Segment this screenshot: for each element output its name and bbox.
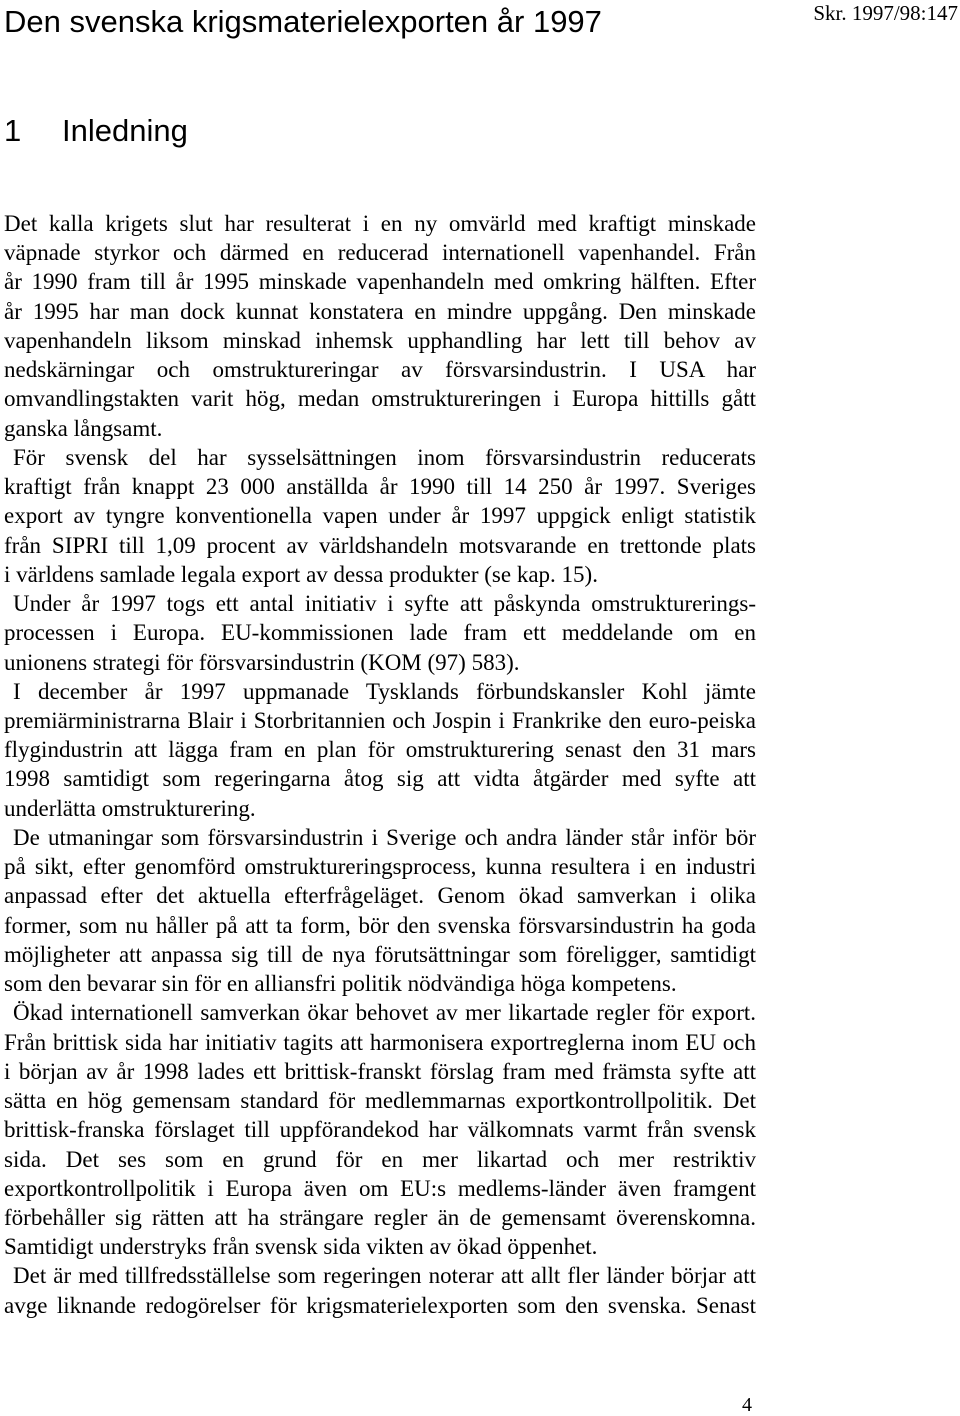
text-line: nedskärningar och omstruktureringar av försvarsindustrin. I USA har <box>4 357 756 383</box>
text-line: år 1995 har man dock kunnat konstatera en mindre uppgång. Den minskade <box>4 298 756 324</box>
document-title: Den svenska krigsmaterielexporten år 1997 <box>4 4 602 39</box>
paragraph <box>4 998 756 1261</box>
text-line: 1998 samtidigt som regeringarna åtog sig att vidta åtgärder med syfte att <box>4 766 756 792</box>
text-line: former, som nu håller på att ta form, bör den svenska försvarsindustrin ha goda <box>4 912 756 938</box>
text-line: unionens strategi för försvarsindustrin (KOM (97) 583). <box>4 649 520 675</box>
paragraph <box>4 823 756 998</box>
text-line: Från brittisk sida har initiativ tagits att harmonisera exportreglerna inom EU och <box>4 1029 756 1055</box>
text-line: För svensk del har sysselsättningen inom försvarsindustrin reducerats <box>13 444 756 470</box>
paragraph <box>4 1261 756 1319</box>
text-line: omvandlingstakten varit hög, medan omstruktureringen i Europa hittills gått <box>4 386 756 412</box>
text-line: Det kalla krigets slut har resulterat i en ny omvärld med kraftigt minskade <box>4 211 756 236</box>
paragraph <box>4 677 756 823</box>
paragraph <box>4 589 756 677</box>
paragraph <box>4 443 756 589</box>
text-line: kraftigt från knappt 23 000 anställda år 1990 till 14 250 år 1997. Sveriges <box>4 474 756 500</box>
text-line: I december år 1997 uppmanade Tysklands förbundskansler Kohl jämte <box>13 678 756 704</box>
text-line: De utmaningar som försvarsindustrin i Sverige och andra länder står inför bör <box>13 824 756 850</box>
text-line: flygindustrin att lägga fram en plan för omstrukturering senast den 31 mars <box>4 737 756 763</box>
text-line: vapenhandeln liksom minskad inhemsk upphandling har lett till behov av <box>4 327 756 353</box>
text-line: i början av år 1998 lades ett brittisk-franskt förslag fram med främsta syfte att <box>4 1058 756 1084</box>
text-line: Det är med tillfredsställelse som regeringen noterar att allt fler länder börjar att <box>13 1263 756 1289</box>
text-line: väpnade styrkor och därmed en reducerad internationell vapenhandel. Från <box>4 240 756 266</box>
text-line: underlätta omstrukturering. <box>4 795 256 821</box>
section-number: 1 <box>4 113 22 148</box>
text-line: avge liknande redogörelser för krigsmaterielexporten som den svenska. Senast <box>4 1292 756 1318</box>
text-line: Samtidigt understryks från svensk sida vikten av ökad öppenhet. <box>4 1234 598 1260</box>
section-title: Inledning <box>62 113 188 148</box>
text-line: export av tyngre konventionella vapen under år 1997 uppgick enligt statistik <box>4 503 756 529</box>
text-line: på sikt, efter genomförd omstruktureringsprocess, kunna resultera i en industri <box>4 854 756 880</box>
text-line: premiärministrarna Blair i Storbritannien och Jospin i Frankrike den euro-peiska <box>4 707 756 733</box>
text-line: som den bevarar sin för en alliansfri politik nödvändiga höga kompetens. <box>4 971 677 997</box>
text-line: ganska långsamt. <box>4 415 163 441</box>
text-line: möjligheter att anpassa sig till de nya förutsättningar som föreligger, samtidigt <box>4 941 756 967</box>
section-heading <box>0 113 960 149</box>
text-line: Under år 1997 togs ett antal initiativ i syfte att påskynda omstrukturerings- <box>13 591 756 617</box>
paragraph <box>4 209 756 443</box>
body-text <box>4 209 756 1320</box>
text-line: anpassad efter det aktuella efterfrågeläget. Genom ökad samverkan i olika <box>4 883 756 909</box>
document-reference: Skr. 1997/98:147 <box>813 1 958 25</box>
text-line: brittisk-franska förslaget till uppförandekod har välkomnats varmt från svensk <box>4 1117 756 1143</box>
text-line: exportkontrollpolitik i Europa även om EU:s medlems-länder även framgent <box>4 1175 756 1201</box>
text-line: sätta en hög gemensam standard för medlemmarnas exportkontrollpolitik. Det <box>4 1088 756 1114</box>
text-line: Ökad internationell samverkan ökar behovet av mer likartade regler för export. <box>13 1000 756 1026</box>
text-line: från SIPRI till 1,09 procent av världshandeln motsvarande en trettonde plats <box>4 532 756 558</box>
text-line: förbehåller sig rätten att ha strängare regler än de gemensamt överenskomna. <box>4 1204 756 1230</box>
text-line: sida. Det ses som en grund för en mer likartad och mer restriktiv <box>4 1146 756 1172</box>
text-line: år 1990 fram till år 1995 minskade vapenhandeln med omkring hälften. Efter <box>4 269 756 295</box>
page-number: 4 <box>742 1394 752 1416</box>
text-line: i världens samlade legala export av dessa produkter (se kap. 15). <box>4 561 598 587</box>
text-line: processen i Europa. EU-kommissionen lade fram ett meddelande om en <box>4 620 756 646</box>
